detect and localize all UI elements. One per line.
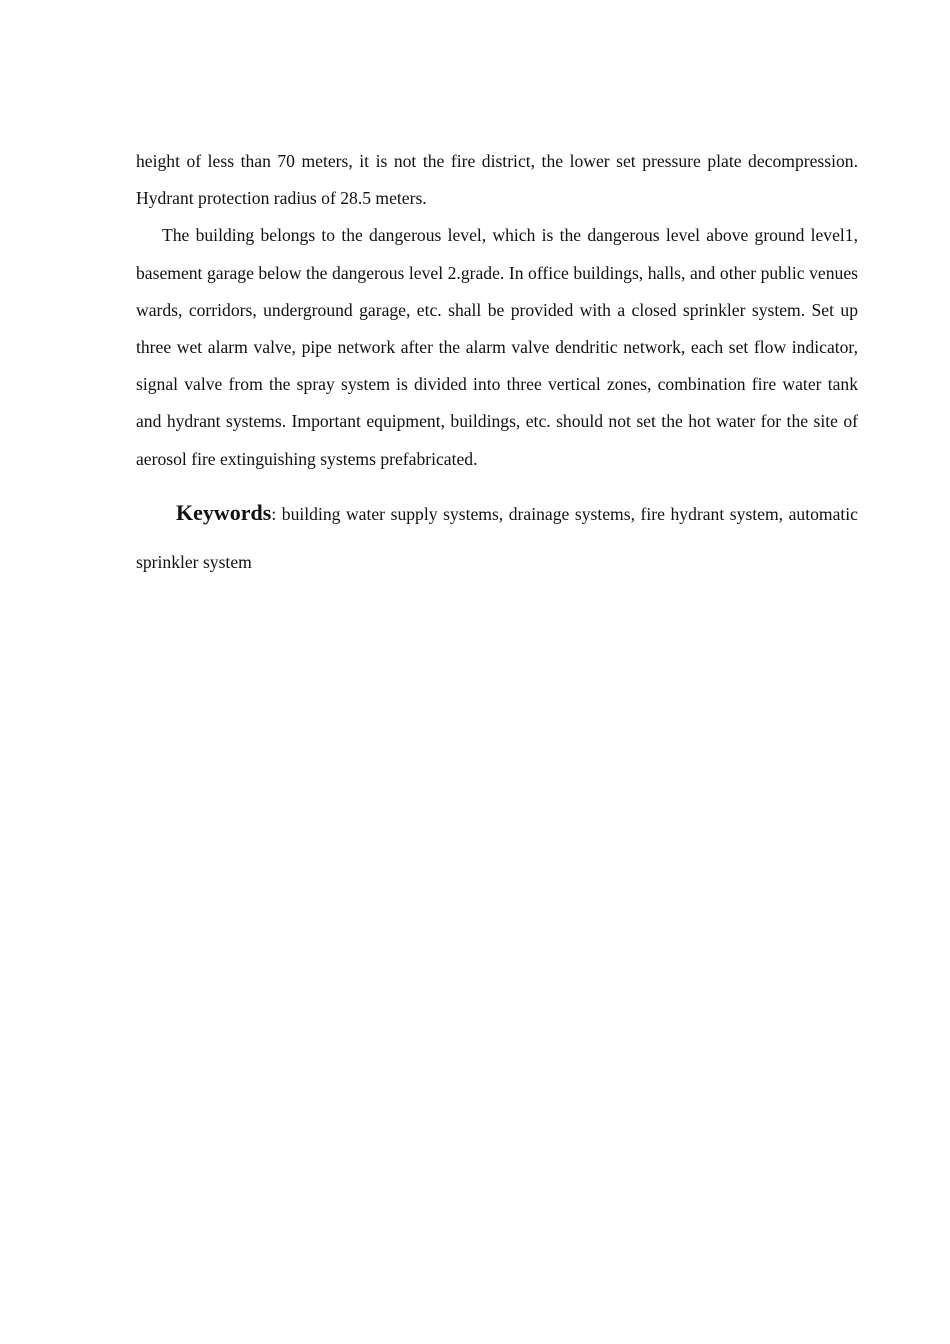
document-body xyxy=(136,143,858,586)
keywords-separator: : xyxy=(271,503,277,524)
paragraph-sprinkler-system: The building belongs to the dangerous level, which is the dangerous level above ground level1, basement garage below the dangerous level 2.grade. In office buildings, halls, and other public venues wards, corridors, underground garage, etc. shall be provided with a closed sprinkler system. Set up three wet alarm valve, pipe network after the alarm valve dendritic network, each set flow indicator, signal valve from the spray system is divided into three vertical zones, combination fire water tank and hydrant systems. Important equipment, buildings, etc. should not set the hot water for the site of aerosol fire extinguishing systems prefabricated. xyxy=(136,225,858,469)
keywords-text: building water supply systems, drainage systems, fire hydrant system, automatic sprinkler system xyxy=(136,503,858,572)
paragraph-continuation: height of less than 70 meters, it is not the fire district, the lower set pressure plate decompression. Hydrant protection radius of 28.5 meters. xyxy=(136,151,858,209)
keywords-label: Keywords xyxy=(176,499,272,525)
keywords-line xyxy=(136,489,858,586)
